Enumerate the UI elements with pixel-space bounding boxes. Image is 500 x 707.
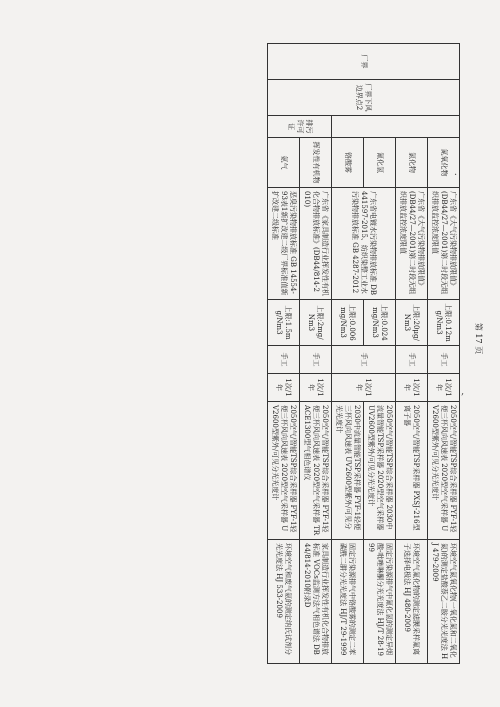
cell-equipment: 2050空气/智能TSP综合采样器 2030中流量智能TSP采样器 2020型空气采样器 UV2600型紫外/可见分光光度计 — [364, 402, 396, 540]
cell-group: 排污许可证 — [268, 116, 332, 138]
cell-empty — [332, 116, 460, 138]
cell-equipment: 2050空气/智能TSP综合采样器 FYF-1轻便三杯风向风速表 2020型空气采样器 TRACE1300型气相色谱仪 — [300, 402, 332, 540]
scan-mark: · — [454, 170, 458, 181]
cell-method: 手工 — [268, 346, 300, 374]
scan-mark: , — [461, 386, 465, 397]
cell-method: 手工 — [396, 346, 428, 374]
cell-freq: 1次/1年 — [332, 374, 396, 402]
cell-method: 手工 — [300, 346, 332, 374]
cell-limit: 上限:0.024mg/Nm3 — [364, 300, 396, 346]
cell-equipment: 2030中流量智能TSP采样器 FYF-1轻便三杯风向风速表 UV2600型紫外/可见分光光度计 — [332, 402, 364, 540]
cell-analysis: 固定污染源排气中氰化氢的测定异烟酸-吡唑啉酮分光光度法 HJ/T 28-1999 — [364, 540, 396, 664]
cell-freq: 1次/1年 — [300, 374, 332, 402]
cell-left-col2: 厂界下风边界点2 — [268, 80, 460, 116]
cell-freq: 1次/1年 — [428, 374, 460, 402]
cell-equipment: 2050空气/智能TSP综合采样器 FYF-1轻便三杯风向风速表 2020型空气采样器 UV2600型紫外/可见分光光度计 — [268, 402, 300, 540]
cell-freq: 1次/1年 — [396, 374, 428, 402]
cell-analysis: 固定污染源排气中铬酸雾的测定二苯碳酰二肼分光光度法 HJ/T 29-1999 — [332, 540, 364, 664]
cell-limit: 上限:0.12mg/Nm3 — [428, 300, 460, 346]
cell-item: 氨气 — [268, 138, 300, 188]
rotated-table-container — [40, 43, 460, 663]
cell-standard: 广东省电镀水污染物排放标准 DB441597-2015、纺织染整工业水污染物排放标准 GB 4287-2012 — [332, 188, 396, 300]
cell-equipment: 2050空气/智能TSP综合采样器 FYF-1轻便三杯风向风速表 2020型空气采样器 UV2600型紫外/可见分光光度计 — [428, 402, 460, 540]
cell-freq: 1次/1年 — [268, 374, 300, 402]
cell-analysis: 家具制造行业挥发性有机化合物排放标准 VOCs监测方法气相色谱法 DB 44/814-2010附录D — [300, 540, 332, 664]
cell-analysis: 环境空气氟化物的测定滤膜采样氟离子选择电极法 HJ 480-2009 — [396, 540, 428, 664]
cell-standard: 广东省《大气污染物排放限值》(DB44/27—2001)第二时段无组织排放监控浓度限值 — [396, 188, 428, 300]
cell-limit: 上限:1.5mg/Nm3 — [268, 300, 300, 346]
cell-analysis: 环境空气和废气氨的测定纳氏试剂分光光度法 HJ 533-2009 — [268, 540, 300, 664]
cell-standard: 广东省《家具制造行业挥发性有机化合物排放标准》(DB44/814-2010) — [300, 188, 332, 300]
cell-standard: 广东省《大气污染物排放限值》(DB44/27—2001)第二时段无组织排放监控浓度限值 — [428, 188, 460, 300]
cell-item: 铬酸雾 — [332, 138, 364, 188]
cell-limit: 上限:2mg/Nm3 — [300, 300, 332, 346]
cell-standard: 恶臭污染物排放标准 GB 14554-93表1新扩改建二级厂界标准值新扩改建二级标准 — [268, 188, 300, 300]
table-row — [300, 44, 332, 664]
cell-analysis: 环境空气氮氧化物(一氧化氮和二氧化氮)的测定盐酸萘乙二胺分光光度法 HJ 479-2009 — [428, 540, 460, 664]
cell-left-col1: 厂界 — [268, 44, 460, 80]
cell-item: 挥发性有机物 — [300, 138, 332, 188]
cell-equipment: 2050空气/智能TSP采样器 PXSJ-216型离子器 — [396, 402, 428, 540]
table-row — [428, 44, 460, 664]
cell-method: 手工 — [428, 346, 460, 374]
cell-item: 氰化氢 — [364, 138, 396, 188]
monitoring-table — [267, 43, 460, 664]
cell-item: 氯化物 — [396, 138, 428, 188]
cell-limit: 上限:20μg/Nm3 — [396, 300, 428, 346]
page-number: 第 17 页 — [474, 322, 484, 355]
cell-method: 手工 — [332, 346, 396, 374]
cell-limit: 上限:0.006mg/Nm3 — [332, 300, 364, 346]
cell-item: 氮氧化物 — [428, 138, 460, 188]
